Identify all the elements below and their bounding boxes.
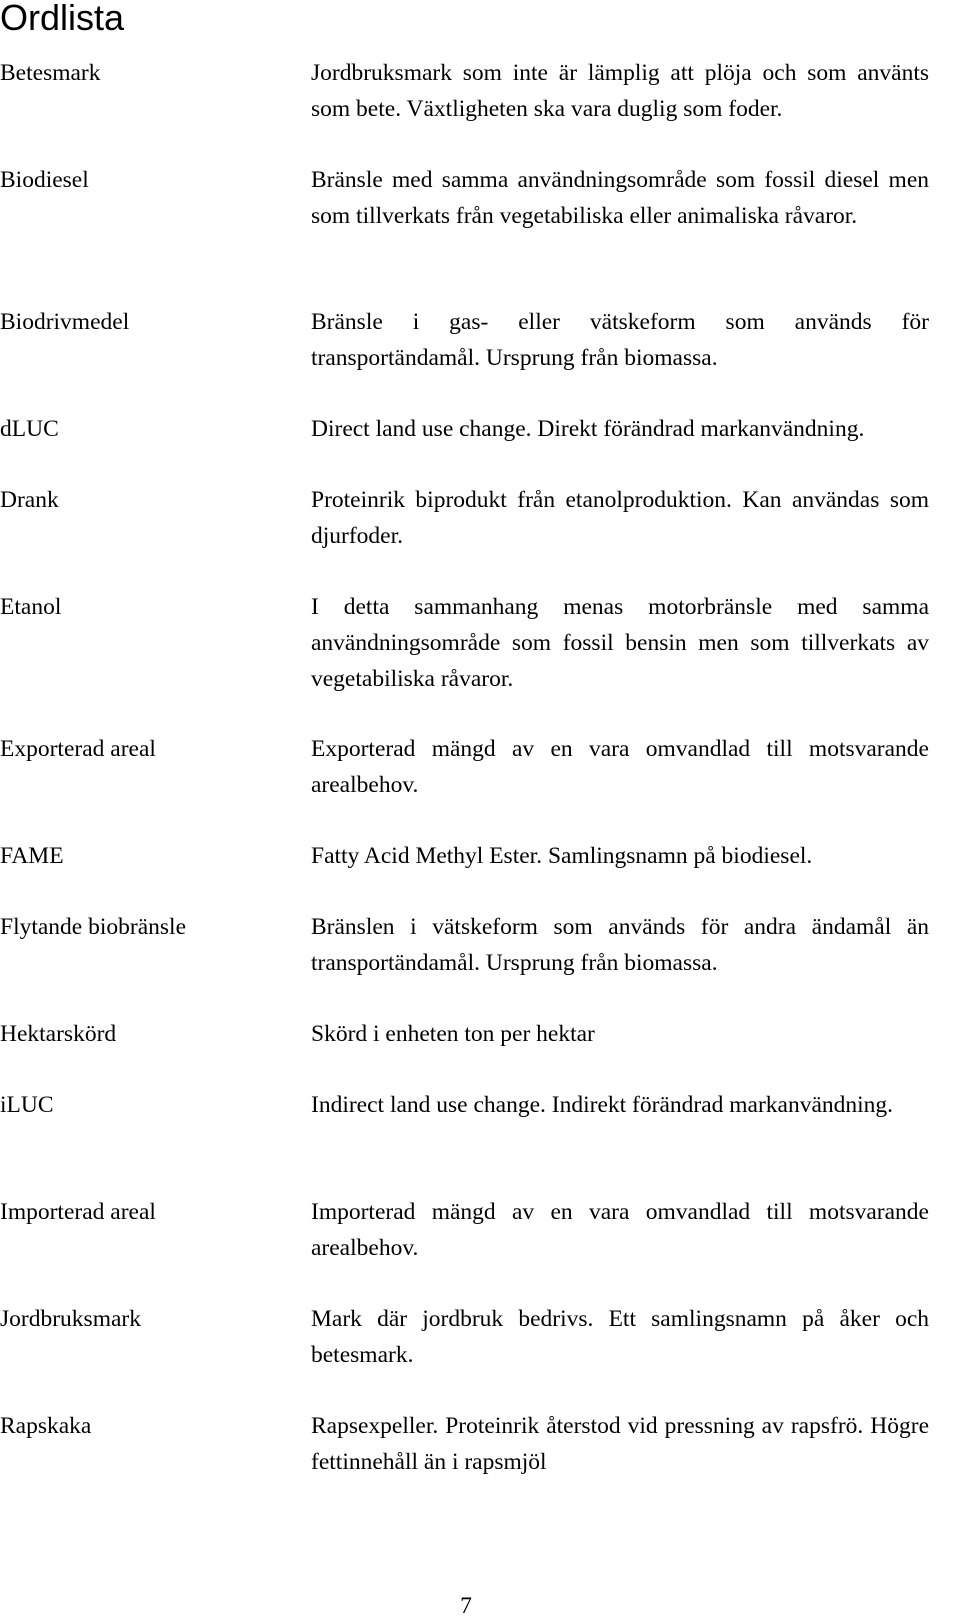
glossary-term: Hektarskörd — [0, 1021, 117, 1047]
glossary-definition: Jordbruksmark som inte är lämplig att plöja och som använts som bete. Växtligheten ska vara duglig som foder. — [311, 60, 929, 122]
glossary-term: Biodrivmedel — [0, 309, 130, 335]
glossary-definition: Proteinrik biprodukt från etanolproduktion. Kan användas som djurfoder. — [311, 487, 929, 549]
glossary-term: Exporterad areal — [0, 736, 156, 762]
glossary-term: dLUC — [0, 416, 59, 442]
glossary-definition: Direct land use change. Direkt förändrad markanvändning. — [311, 416, 865, 442]
glossary-term: Rapskaka — [0, 1413, 92, 1439]
page-number: 7 — [460, 1593, 472, 1619]
glossary-definition: Bränslen i vätskeform som används för andra ändamål än transportändamål. Ursprung från biomassa. — [311, 914, 929, 976]
glossary-term: Jordbruksmark — [0, 1306, 141, 1332]
glossary-definition: Skörd i enheten ton per hektar — [311, 1021, 595, 1047]
glossary-definition: Indirect land use change. Indirekt förändrad markanvändning. — [311, 1092, 894, 1118]
glossary-term: Biodiesel — [0, 167, 89, 193]
glossary-definition: Bränsle i gas- eller vätskeform som används för transportändamål. Ursprung från biomassa. — [311, 309, 929, 371]
glossary-definition: Mark där jordbruk bedrivs. Ett samlingsnamn på åker och betesmark. — [311, 1306, 929, 1368]
glossary-definition: Bränsle med samma användningsområde som fossil diesel men som tillverkats från vegetabiliska eller animaliska råvaror. — [311, 167, 929, 229]
glossary-definition: I detta sammanhang menas motorbränsle med samma användningsområde som fossil bensin men som tillverkats av vegetabiliska råvaror. — [311, 594, 929, 692]
glossary-term: Flytande biobränsle — [0, 914, 187, 940]
glossary-definition: Rapsexpeller. Proteinrik återstod vid pressning av rapsfrö. Högre fettinnehåll än i rapsmjöl — [311, 1413, 929, 1475]
glossary-term: iLUC — [0, 1092, 54, 1118]
glossary-term: Drank — [0, 487, 59, 513]
glossary-term: FAME — [0, 843, 64, 869]
glossary-definition: Fatty Acid Methyl Ester. Samlingsnamn på biodiesel. — [311, 843, 813, 869]
glossary-term: Betesmark — [0, 60, 101, 86]
page-title: Ordlista — [0, 0, 125, 38]
glossary-term: Etanol — [0, 594, 62, 620]
glossary-term: Importerad areal — [0, 1199, 156, 1225]
glossary-definition: Importerad mängd av en vara omvandlad till motsvarande arealbehov. — [311, 1199, 929, 1261]
glossary-definition: Exporterad mängd av en vara omvandlad till motsvarande arealbehov. — [311, 736, 929, 798]
